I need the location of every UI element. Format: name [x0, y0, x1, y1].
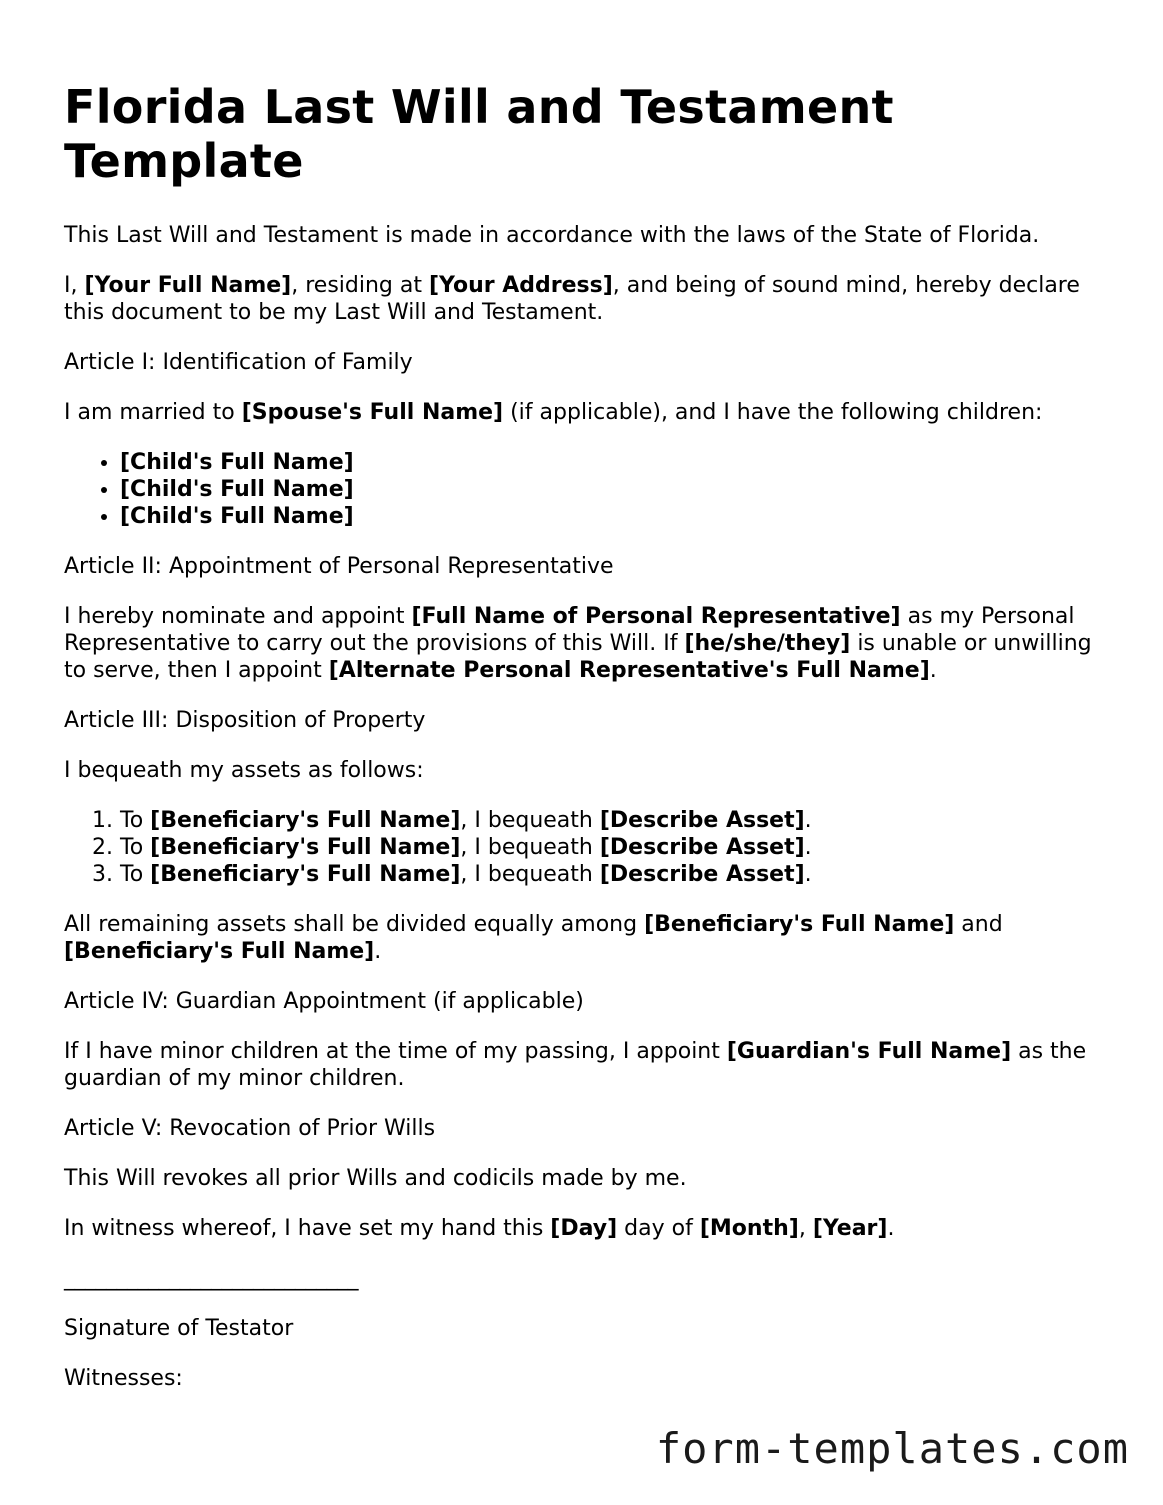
day-placeholder: [Day] [550, 1216, 618, 1241]
list-item: 2. To [Beneficiary's Full Name], I bequeath [Describe Asset]. [120, 834, 1104, 861]
list-item [120, 503, 1104, 530]
child-name-placeholder: [Child's Full Name] [120, 477, 354, 502]
beneficiary-placeholder: [Beneficiary's Full Name] [644, 912, 955, 937]
asset-placeholder: [Describe Asset] [599, 835, 805, 860]
child-name-placeholder: [Child's Full Name] [120, 504, 354, 529]
month-placeholder: [Month] [699, 1216, 799, 1241]
spouse-placeholder: [Spouse's Full Name] [241, 400, 504, 425]
beneficiary-placeholder: [Beneficiary's Full Name] [150, 808, 461, 833]
beneficiary-placeholder: [Beneficiary's Full Name] [150, 835, 461, 860]
address-placeholder: [Your Address] [428, 273, 613, 298]
document-page [64, 80, 1104, 1415]
year-placeholder: [Year] [812, 1216, 888, 1241]
article-1-heading: Article I: Identification of Family [64, 350, 413, 375]
declaration-paragraph: I, [Your Full Name], residing at [Your Address], and being of sound mind, hereby declare this document to be my Last Will and Testament. [64, 273, 1080, 325]
article-2-heading: Article II: Appointment of Personal Representative [64, 554, 614, 579]
asset-placeholder: [Describe Asset] [599, 862, 805, 887]
page-title: Florida Last Will and Testament Template [64, 80, 894, 188]
representative-paragraph: I hereby nominate and appoint [Full Name of Personal Representative] as my Personal Representative to carry out the provisions of this Will. If [he/she/they] is unable or unwilling to serve, then I appoint [Alternate Personal Representative's Full Name]. [64, 604, 1092, 683]
witness-paragraph: In witness whereof, I have set my hand this [Day] day of [Month], [Year]. [64, 1216, 895, 1241]
beneficiary-placeholder: [Beneficiary's Full Name] [64, 939, 375, 964]
asset-placeholder: [Describe Asset] [599, 808, 805, 833]
signature-label: Signature of Testator [64, 1316, 294, 1341]
article-3-heading: Article III: Disposition of Property [64, 708, 426, 733]
list-item: 1. To [Beneficiary's Full Name], I bequeath [Describe Asset]. [120, 807, 1104, 834]
family-paragraph: I am married to [Spouse's Full Name] (if applicable), and I have the following children: [64, 400, 1043, 425]
testator-name-placeholder: [Your Full Name] [84, 273, 292, 298]
representative-placeholder: [Full Name of Personal Representative] [411, 604, 901, 629]
signature-line: ____________________________ [64, 1266, 358, 1291]
guardian-placeholder: [Guardian's Full Name] [726, 1039, 1012, 1064]
alternate-representative-placeholder: [Alternate Personal Representative's Full Name] [328, 658, 930, 683]
list-item: 3. To [Beneficiary's Full Name], I bequeath [Describe Asset]. [120, 861, 1104, 888]
children-list [64, 449, 1104, 530]
list-item [120, 476, 1104, 503]
watermark: form-templates.com [655, 1424, 1129, 1473]
beneficiary-placeholder: [Beneficiary's Full Name] [150, 862, 461, 887]
pronoun-placeholder: [he/she/they] [684, 631, 851, 656]
bequest-list [64, 807, 1104, 888]
article-5-heading: Article V: Revocation of Prior Wills [64, 1116, 436, 1141]
guardian-paragraph: If I have minor children at the time of my passing, I appoint [Guardian's Full Name] as the guardian of my minor children. [64, 1039, 1087, 1091]
child-name-placeholder: [Child's Full Name] [120, 450, 354, 475]
intro-paragraph: This Last Will and Testament is made in accordance with the laws of the State of Florida. [64, 223, 1040, 248]
list-item [120, 449, 1104, 476]
article-4-heading: Article IV: Guardian Appointment (if applicable) [64, 989, 584, 1014]
bequest-intro: I bequeath my assets as follows: [64, 758, 424, 783]
revocation-paragraph: This Will revokes all prior Wills and codicils made by me. [64, 1166, 687, 1191]
witnesses-label: Witnesses: [64, 1366, 183, 1391]
remaining-assets-paragraph: All remaining assets shall be divided equally among [Beneficiary's Full Name] and [Beneficiary's Full Name]. [64, 912, 1003, 964]
